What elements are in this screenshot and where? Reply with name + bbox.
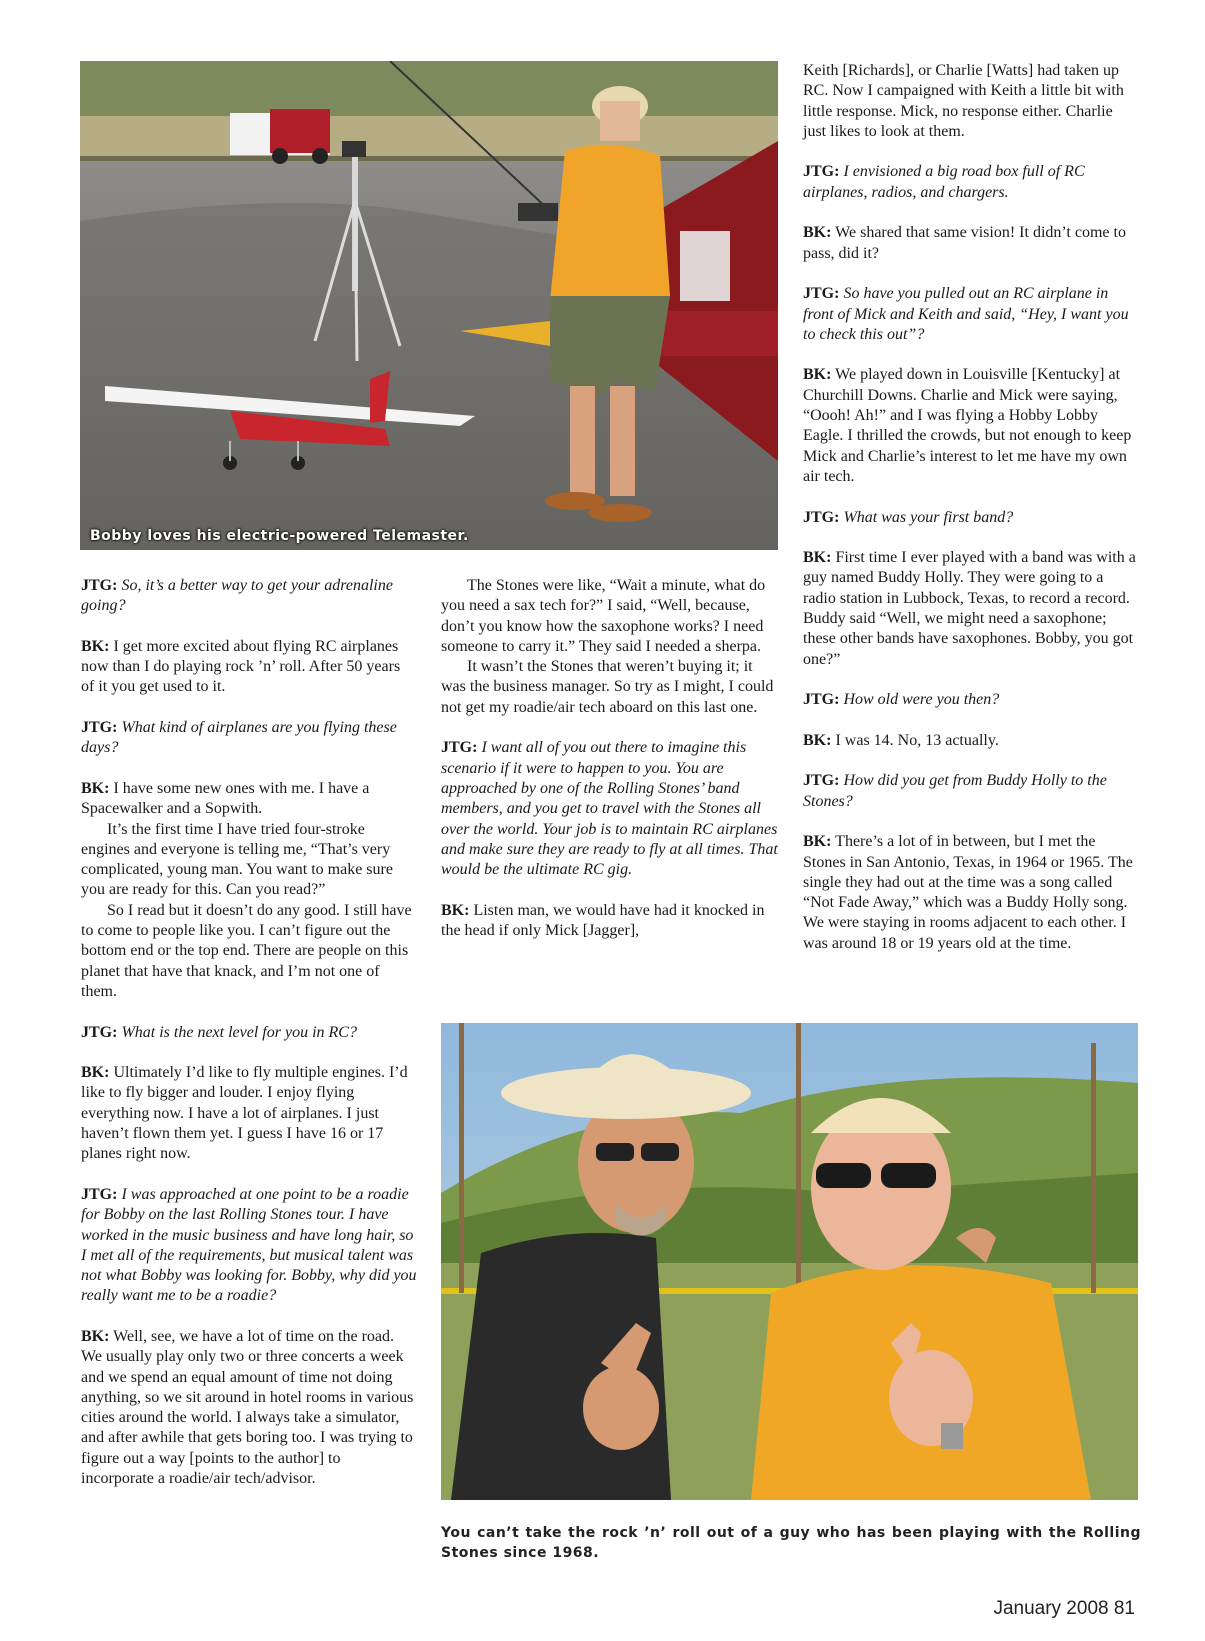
page-footer: January 2008 81 <box>993 1598 1135 1619</box>
paragraph <box>803 162 1139 203</box>
article-column-1 <box>81 576 417 1510</box>
speaker-label: BK: <box>803 224 832 242</box>
speaker-label: JTG: <box>81 1185 118 1203</box>
speaker-label: BK: <box>803 833 832 851</box>
speaker-label: JTG: <box>803 508 840 526</box>
paragraph <box>803 832 1139 954</box>
answer-text: I have some new ones with me. I have a Spacewalker and a Sopwith. <box>81 779 370 818</box>
paragraph <box>81 1185 417 1307</box>
paragraph: Keith [Richards], or Charlie [Watts] had taken up RC. Now I campaigned with Keith a little bit with little response. Mick, no response either. Charlie just likes to look at them. <box>803 62 1124 140</box>
question-text: I want all of you out there to imagine this scenario if it were to happen to you. You are approached by one of the Rolling Stones’ band members, and you get to travel with the Stones all over the world. Your job is to maintain RC airplanes and make sure they are ready to fly at all times. That would be the ultimate RC gig. <box>441 739 778 879</box>
paragraph <box>441 738 779 880</box>
paragraph <box>803 508 1139 528</box>
paragraph <box>803 284 1139 345</box>
photo-rock-n-roll <box>441 1023 1138 1500</box>
question-text: How did you get from Buddy Holly to the Stones? <box>803 772 1107 810</box>
answer-text: We shared that same vision! It didn’t come to pass, did it? <box>803 224 1126 262</box>
paragraph: The Stones were like, “Wait a minute, what do you need a sax tech for?” I said, “Well, because, don’t you know how the saxophone works? I need someone to carry it.” They said I needed a sherpa. <box>441 577 766 655</box>
paragraph <box>803 365 1139 487</box>
question-text: So, it’s a better way to get your adrenaline going? <box>81 577 393 615</box>
article-column-3 <box>803 61 1139 974</box>
speaker-label: BK: <box>81 779 110 797</box>
question-text: I envisioned a big road box full of RC airplanes, radios, and chargers. <box>803 163 1085 201</box>
speaker-label: BK: <box>441 901 470 919</box>
answer-text: First time I ever played with a band was with a guy named Buddy Holly. They were going to a radio station in Lubbock, Texas, to record a record. Buddy said “Well, we might need a saxophone; these other bands have saxophones. Bobby, you got one?” <box>803 549 1136 668</box>
speaker-label: BK: <box>803 731 832 749</box>
speaker-label: JTG: <box>803 285 840 303</box>
speaker-label: JTG: <box>441 739 478 757</box>
speaker-label: JTG: <box>81 719 118 737</box>
photo-telemaster-image <box>80 61 778 550</box>
answer-text: Listen man, we would have had it knocked in the head if only Mick [Jagger], <box>441 901 765 940</box>
question-text: So have you pulled out an RC airplane in front of Mick and Keith and said, “Hey, I want you to check this out”? <box>803 285 1129 343</box>
paragraph <box>803 771 1139 812</box>
question-text: What was your first band? <box>843 508 1014 526</box>
question-text: How old were you then? <box>843 691 1000 709</box>
speaker-label: BK: <box>81 1327 110 1345</box>
paragraph <box>803 548 1139 670</box>
answer-text: I get more excited about flying RC airplanes now than I do playing rock ’n’ roll. After 50 years of it you get used to it. <box>81 637 401 696</box>
answer-text: There’s a lot of in between, but I met the Stones in San Antonio, Texas, in 1964 or 1965. The single they had out at the time was a song called “Not Fade Away,” which was a Buddy Holly song. We were staying in rooms adjacent to each other. I was around 18 or 19 years old at the time. <box>803 833 1133 952</box>
paragraph <box>441 901 779 942</box>
paragraph <box>81 1063 417 1164</box>
paragraph: It wasn’t the Stones that weren’t buying it; it was the business manager. So try as I might, I could not get my roadie/air tech aboard on this last one. <box>441 658 774 716</box>
speaker-label: JTG: <box>803 691 840 709</box>
paragraph <box>81 576 417 617</box>
speaker-label: JTG: <box>81 1023 118 1041</box>
question-text: I was approached at one point to be a roadie for Bobby on the last Rolling Stones tour. I have worked in the music business and have long hair, so I met all of the requirements, but musical talent was not what Bobby was looking for. Bobby, why did you really want me to be a roadie? <box>81 1185 417 1305</box>
photo-telemaster <box>80 61 778 550</box>
photo-rock-n-roll-caption: You can’t take the rock ’n’ roll out of a guy who has been playing with the Rolling Stones since 1968. <box>441 1525 1141 1561</box>
speaker-label: JTG: <box>803 772 840 790</box>
paragraph <box>81 1327 417 1489</box>
paragraph <box>81 718 417 759</box>
answer-text: Well, see, we have a lot of time on the road. We usually play only two or three concerts a week and we spend an equal amount of time not doing anything, so we sit around in hotel rooms in various cities around the world. I always take a simulator, and after awhile that gets boring too. I was trying to figure out a way [points to the author] to incorporate a roadie/air tech/advisor. <box>81 1327 414 1488</box>
answer-text: Ultimately I’d like to fly multiple engines. I’d like to fly bigger and louder. I enjoy flying everything now. I have a lot of airplanes. I just haven’t flown them yet. I guess I have 16 or 17 planes right now. <box>81 1064 408 1163</box>
speaker-label: BK: <box>81 637 110 655</box>
speaker-label: BK: <box>803 366 832 384</box>
speaker-label: BK: <box>803 549 832 567</box>
answer-text: We played down in Louisville [Kentucky] at Churchill Downs. Charlie and Mick were saying, “Oooh! Ah!” and I was flying a Hobby Lobby Eagle. I thrilled the crowds, but not enough to keep Mick and Charlie’s interest to let me have my own air tech. <box>803 366 1132 485</box>
speaker-label: JTG: <box>81 577 118 594</box>
question-text: What is the next level for you in RC? <box>121 1023 357 1041</box>
paragraph <box>803 223 1139 264</box>
speaker-label: JTG: <box>803 163 840 181</box>
paragraph <box>81 1023 417 1043</box>
photo-telemaster-caption: Bobby loves his electric-powered Telemaster. <box>90 528 469 544</box>
article-column-2 <box>441 576 779 962</box>
paragraph: It’s the first time I have tried four-stroke engines and everyone is telling me, “That’s very complicated, young man. You want to make sure you are ready for this. Can you read?” <box>81 820 393 899</box>
speaker-label: BK: <box>81 1064 110 1082</box>
photo-rock-n-roll-image <box>441 1023 1138 1500</box>
paragraph <box>803 690 1139 710</box>
paragraph <box>81 637 417 698</box>
paragraph <box>81 779 417 820</box>
question-text: What kind of airplanes are you flying these days? <box>81 719 397 757</box>
answer-text: I was 14. No, 13 actually. <box>835 731 999 749</box>
paragraph: So I read but it doesn’t do any good. I still have to come to people like you. I can’t figure out the bottom end or the top end. There are people on this planet that have that knack, and I’m not one of them. <box>81 901 412 1000</box>
paragraph <box>803 731 1139 751</box>
